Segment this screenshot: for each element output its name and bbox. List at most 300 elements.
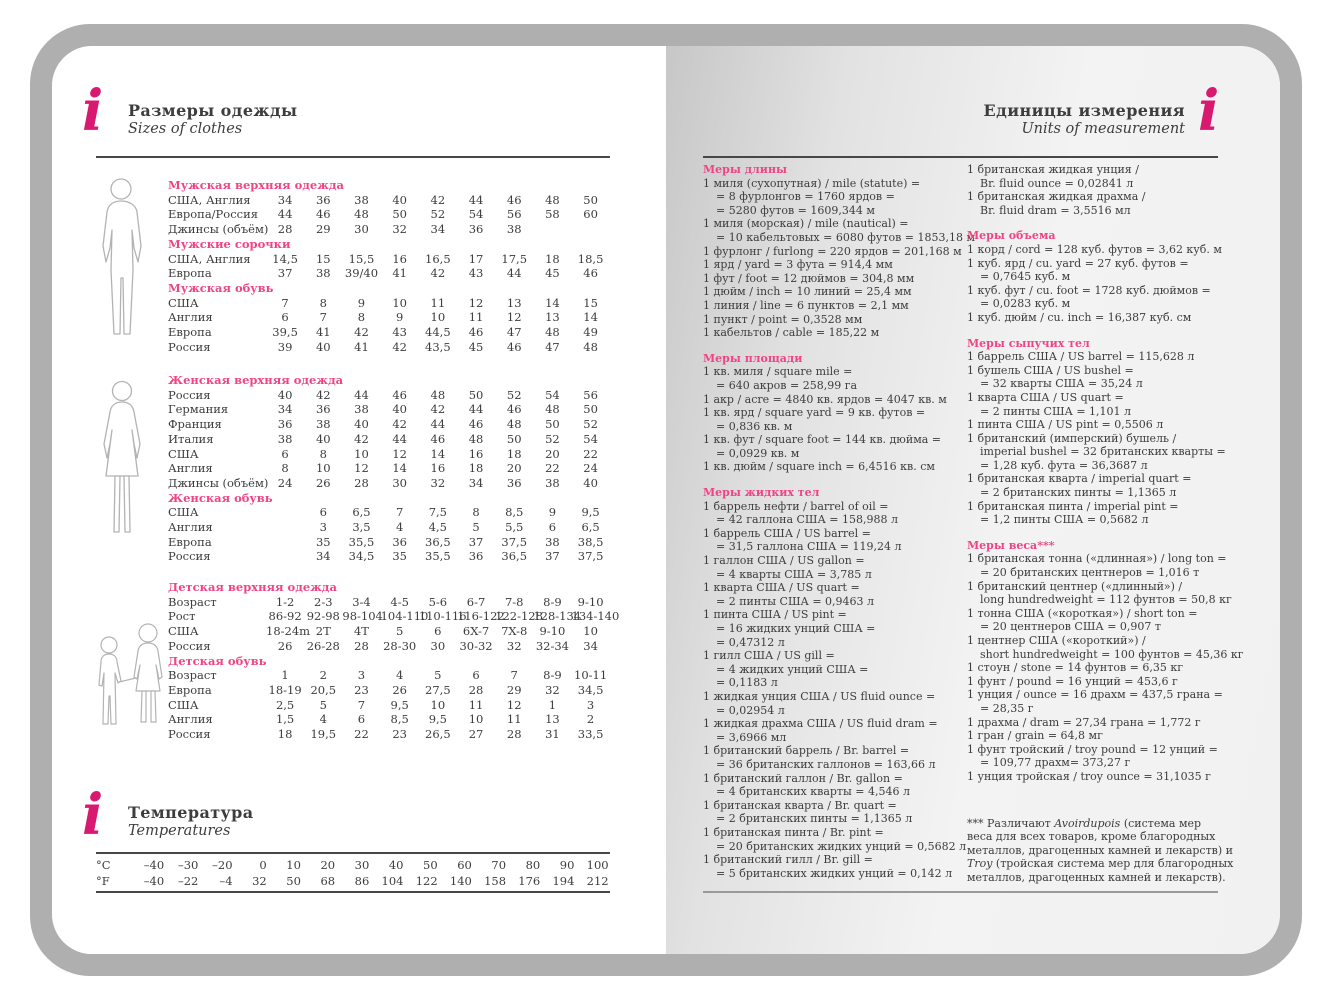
page-title: Размеры одежды [128,101,298,120]
measure-entry [967,350,1237,364]
measure-line: = 3,6966 мл [716,730,787,744]
size-value: 10 [468,712,484,727]
measure-section-heading: Меры веса*** [967,538,1055,552]
size-value: 50 [583,192,598,207]
temperature-value: –40 [143,874,165,888]
size-value: 36 [468,549,484,564]
size-value: 34 [277,192,293,207]
size-value: 46 [468,325,484,340]
size-value: 35 [315,534,331,549]
measure-entry [703,258,963,272]
size-value: 44 [468,402,484,417]
size-value: 42 [315,387,331,402]
size-value: 10 [430,697,446,712]
size-row-label: Россия [168,387,211,402]
size-value: 9,5 [428,712,447,727]
temperature-row [96,857,610,873]
size-row-label: Возраст [168,668,217,683]
measure-line: 1 галлон США / US gallon = [703,554,865,568]
size-value: 9,5 [581,505,600,520]
temperature-value: 50 [423,858,438,872]
size-value: 30-32 [459,638,493,653]
size-table-row [168,727,612,742]
size-value: 12 [392,446,407,461]
size-value: 8,5 [390,712,409,727]
size-row-label: Россия [168,638,211,653]
size-value: 18-19 [268,682,302,697]
temperature-value: 86 [354,874,370,888]
size-value [266,520,304,535]
size-table-row [168,325,612,340]
measure-line: = 4 кварты США = 3,785 л [716,567,872,581]
measure-line: = 5 британских жидких унций = 0,142 л [716,866,953,880]
size-value: 54 [468,207,484,222]
size-table-row [168,417,612,432]
measure-line: 1 унция / ounce = 16 драхм = 437,5 грана = [967,688,1223,702]
size-value: 46 [315,207,331,222]
size-value: 41 [354,339,369,354]
measure-line: 1 британский (имперский) бушель / [967,431,1177,445]
size-row-label: Европа [168,325,212,340]
size-value: 12 [354,461,369,476]
measure-entry [967,716,1237,730]
size-value: 42 [354,431,369,446]
size-value: 36 [392,534,407,549]
size-table-row [168,595,612,610]
size-value: 7 [357,697,366,712]
size-value: 50 [392,207,407,222]
measures-column-2 [967,163,1244,885]
size-value: 34 [430,222,446,237]
measure-entry [967,418,1237,432]
size-value: 36 [315,402,331,417]
size-value: 15,5 [348,251,375,266]
size-value: 10 [354,446,369,461]
size-value: 9 [357,295,366,310]
size-value: 49 [583,325,598,340]
measure-line: short hundredweight = 100 фунтов = 45,36 кг [980,647,1244,661]
size-value: 24 [277,475,293,490]
measure-entry [703,799,963,826]
size-table-row [168,520,612,535]
measure-line: = 20 британских жидких унций = 0,5682 л [716,839,967,853]
measure-line: 1 британский центнер («длинный») / [967,579,1183,593]
size-value: 9-10 [577,594,604,609]
measure-section [703,486,967,880]
size-value: 32 [392,222,407,237]
measure-line: = 1,2 пинты США = 0,5682 л [980,513,1149,527]
measure-line: = 20 центнеров США = 0,907 т [980,620,1161,634]
measure-line: 1 британская пинта / Br. pint = [703,825,884,839]
size-value: 44 [468,192,484,207]
size-value: 4 [395,668,404,683]
planner-cover [30,24,1302,976]
size-value: 24 [583,461,598,476]
size-value: 4-5 [390,594,409,609]
size-value: 36 [315,192,331,207]
size-value: 14 [545,295,560,310]
temperature-rule-bottom [96,891,610,893]
size-value: 44 [354,387,369,402]
measure-line: 1 британская кварта / Br. quart = [703,798,897,812]
size-value: 30 [392,475,407,490]
temperature-value: 176 [518,874,541,888]
measure-line: 1 корд / cord = 128 куб. футов = 3,62 куб. м [967,242,1222,256]
measure-entry [703,285,963,299]
size-value: 60 [583,207,598,222]
size-value: 16,5 [425,251,451,266]
size-value: 20 [506,461,522,476]
measure-entry [967,472,1237,499]
size-value: 13 [506,295,522,310]
measure-section [967,229,1237,324]
size-value: 7 [281,295,289,310]
measure-section-heading: Меры жидких тел [703,486,820,500]
size-value: 28 [354,638,369,653]
measure-line: = 0,1183 л [716,676,778,690]
size-value: 22 [354,727,369,742]
size-value: 48 [545,402,560,417]
size-value: 47 [506,325,522,340]
size-value: 56 [583,387,598,402]
size-value: 8-9 [543,668,562,683]
size-value: 30 [430,638,446,653]
weights-footnote [967,817,1237,885]
measure-entry [967,634,1244,661]
size-table-row [168,222,612,237]
measure-line: = 2 пинты США = 1,101 л [980,404,1132,418]
size-value: 38 [354,192,369,207]
size-row-label: Германия [168,402,229,417]
measure-line: 1 баррель нефти / barrel of oil = [703,499,889,513]
size-value: 7 [395,505,404,520]
size-value: 27 [468,727,484,742]
measure-line: 1 тонна США («короткая») / short ton = [967,606,1198,620]
size-value [572,222,610,237]
size-value: 38 [354,402,369,417]
left-page [52,46,666,954]
size-row-label: Англия [168,712,213,727]
size-value: 18 [468,461,484,476]
size-value: 110-116 [418,609,467,624]
measure-entry [967,284,1237,311]
measure-line: = 2 пинты США = 0,9463 л [716,594,875,608]
measure-entry [703,217,976,244]
size-row-label: Джинсы (объём) [168,475,269,490]
measure-line: 1 фут / foot = 12 дюймов = 304,8 мм [703,271,915,285]
size-value: 14 [430,446,446,461]
size-row-label: Европа [168,682,212,697]
size-table-row [168,683,612,698]
size-value: 15 [315,251,331,266]
size-row-label: Россия [168,549,211,564]
size-tables-children [168,580,620,742]
measure-section [967,337,1237,527]
size-value: 20 [545,446,560,461]
size-value: 32 [545,682,560,697]
measure-line: = 0,7645 куб. м [980,270,1071,284]
measure-line: 1 фунт / pound = 16 унций = 453,6 г [967,674,1178,688]
size-value: 6,5 [352,505,371,520]
measure-entry [967,311,1237,325]
size-table-row [168,461,612,476]
size-value: 52 [583,417,598,432]
size-value: 46 [468,417,484,432]
size-value: 2T [315,624,331,639]
size-value: 86-92 [268,609,302,624]
size-value: 1-2 [275,594,295,609]
size-value: 14 [392,461,407,476]
size-value: 8-9 [543,594,562,609]
size-value: 48 [506,417,522,432]
size-table-row [168,340,612,355]
size-value: 50 [506,431,522,446]
size-value: 43,5 [425,339,451,354]
size-value: 36 [506,475,522,490]
size-row-label: США [168,295,199,310]
size-value: 6 [548,520,557,535]
size-row-label: Англия [168,520,213,535]
size-section-heading: Мужские сорочки [168,236,291,251]
temperature-value: 212 [586,874,609,888]
measure-entry [967,190,1237,217]
measure-line: 1 жидкая драхма США / US fluid dram = [703,717,938,731]
size-value: 1,5 [275,712,295,727]
size-value: 44,5 [425,325,451,340]
size-value: 33,5 [577,727,604,742]
size-value: 46 [392,387,407,402]
temperature-value: 122 [415,874,438,888]
size-table-row [168,609,620,624]
size-value: 16 [392,251,407,266]
size-value: 44 [506,266,522,281]
size-value: 26-28 [306,638,340,653]
measure-line: 1 гилл США / US gill = [703,649,835,663]
size-table-row [168,698,612,713]
temperature-value: 90 [559,858,575,872]
size-value: 56 [506,207,522,222]
measure-line: = 20 британских центнеров = 1,016 т [980,566,1200,580]
temperature-table [96,857,610,889]
measure-entry [703,460,963,474]
size-value: 7X-8 [501,624,528,639]
measure-entry [703,406,963,433]
size-value: 11 [430,295,446,310]
measure-section [703,352,963,474]
measure-entry [967,688,1237,715]
size-value: 42 [392,339,407,354]
size-section-heading: Женская обувь [168,490,273,505]
size-value: 11 [506,712,522,727]
size-value: 92-98 [306,609,340,624]
size-value: 10-11 [574,668,608,683]
measure-entry [703,649,963,690]
size-value: 6 [281,310,289,325]
size-value: 29 [506,682,522,697]
page-subtitle: Units of measurement [1021,121,1185,137]
size-table-row [168,712,612,727]
size-tables-women [168,373,612,564]
size-value: 39 [277,339,293,354]
size-value: 22 [545,461,560,476]
temperature-scale-label: °C [96,858,111,872]
size-value: 50 [468,387,484,402]
size-section-heading: Детская обувь [168,653,267,668]
size-value: 46 [583,266,598,281]
size-row-label: Рост [168,609,196,624]
size-value: 6 [281,446,289,461]
footnote-line: металлов, драгоценных камней и лекарств). [967,870,1226,884]
temperature-title: Температура [128,803,254,822]
measure-line: 1 британская жидкая унция / [967,163,1139,176]
size-value: 28 [506,727,522,742]
measure-section-heading: Меры сыпучих тел [967,336,1090,350]
measure-entry [703,554,963,581]
size-value: 34 [583,638,598,653]
measure-line: 1 куб. ярд / cu. yard = 27 куб. футов = [967,256,1189,270]
measure-line: 1 пункт / point = 0,3528 мм [703,312,863,326]
temperature-value: 158 [484,874,507,888]
footnote-line: веса для всех товаров, кроме благородных [967,830,1216,844]
size-value: 50 [545,417,560,432]
size-value: 7 [319,310,327,325]
size-value: 32 [506,638,522,653]
size-value: 8 [319,446,327,461]
measure-line: = 640 акров = 258,99 га [716,378,858,392]
measure-line: 1 кабельтов / cable = 185,22 м [703,326,880,340]
measure-line: 1 миля (морская) / mile (nautical) = [703,217,909,231]
measure-line: 1 пинта США / US pint = 0,5506 л [967,418,1164,432]
size-value: 40 [392,402,407,417]
measure-line: 1 баррель США / US barrel = [703,526,871,540]
temperature-value: –4 [219,874,233,888]
measure-entry [703,177,963,218]
measure-entry [703,581,963,608]
size-value: 18 [506,446,522,461]
size-value: 8 [319,295,327,310]
size-value: 9,5 [390,697,409,712]
temperature-scale-label: °F [96,874,110,888]
size-value: 6 [434,624,442,639]
size-value: 37,5 [501,534,528,549]
size-value: 43 [468,266,484,281]
temperature-value: 32 [252,874,267,888]
size-value: 52 [430,207,446,222]
size-value: 40 [583,475,598,490]
size-value: 6 [357,712,366,727]
measure-line: = 109,77 драхм= 373,27 г [980,756,1131,770]
measure-line: = 0,47312 л [716,635,785,649]
measure-entry [703,500,963,527]
size-value: 42 [392,417,407,432]
page-spread [52,46,1280,954]
size-value: 28 [277,222,293,237]
measure-line: = 4 жидких унций США = [716,662,869,676]
size-value: 8 [357,310,366,325]
size-value: 19,5 [310,727,337,742]
temperature-value: 194 [552,874,575,888]
right-page [666,46,1280,954]
temperature-value: 104 [381,874,404,888]
measure-entry [703,527,963,554]
size-table-row [168,266,612,281]
temperature-value: 10 [286,858,301,872]
size-value: 28 [354,475,369,490]
size-value [266,535,304,550]
size-value: 32-34 [535,638,569,653]
size-value: 4,5 [428,520,447,535]
footnote-line: Troy (тройская система мер для благородных [967,857,1234,871]
measure-line: = 28,35 г [980,701,1034,715]
measure-line: = 31,5 галлона США = 119,24 л [716,540,902,554]
right-page-header [984,101,1185,137]
size-value: 18 [277,727,293,742]
size-value: 3-4 [352,594,371,609]
measure-section-heading: Меры длины [703,163,788,176]
size-value: 6 [472,668,480,683]
size-value: 44 [392,431,407,446]
size-value: 43 [392,325,407,340]
size-section-heading: Детская верхняя одежда [168,580,337,594]
size-value: 7 [510,668,518,683]
size-row-label: Возраст [168,594,217,609]
size-value: 52 [545,431,560,446]
size-table-row [168,193,612,208]
size-row-label: США, Англия [168,192,251,207]
size-row-label: Джинсы (объём) [168,222,269,237]
size-value: 122-128 [495,609,543,624]
size-value: 29 [315,222,331,237]
measure-section [703,163,976,340]
size-value: 128-134 [533,609,582,624]
size-value: 5-6 [428,594,448,609]
size-value: 22 [583,446,598,461]
size-table-row [168,505,612,520]
measure-entry [703,433,963,460]
measure-line: = 2 британских пинты = 1,1365 л [716,812,913,826]
measure-entry [703,772,963,799]
measure-entry [703,245,963,259]
measure-entry [703,690,963,717]
size-value: 28-30 [383,638,417,653]
measure-line: 1 фурлонг / furlong = 220 ярдов = 201,168 м [703,244,962,258]
size-row-label: США [168,446,199,461]
measure-line: 1 акр / acre = 4840 кв. ярдов = 4047 кв. м [703,392,947,406]
size-value: 7-8 [504,594,524,609]
measure-line: 1 дюйм / inch = 10 линий = 25,4 мм [703,285,912,299]
header-rule [703,156,1218,158]
size-table-row [168,388,612,403]
measure-line: = 0,836 кв. м [716,419,793,433]
temperature-value: –20 [212,858,233,872]
size-value: 34 [468,475,484,490]
measure-entry [967,729,1237,743]
size-value: 5,5 [505,520,524,535]
measure-entry [967,552,1237,579]
measure-entry [703,272,963,286]
size-value: 9-10 [539,624,566,639]
size-value: 2 [319,668,327,683]
measure-line: 1 бушель США / US bushel = [967,363,1134,377]
measure-entry [967,500,1237,527]
size-row-label: Франция [168,417,222,432]
size-value: 8 [281,461,289,476]
size-value: 9 [395,310,404,325]
size-value: 36 [277,417,293,432]
measure-entry [703,825,967,853]
size-value: 3 [319,520,327,535]
size-value: 38 [315,266,331,281]
